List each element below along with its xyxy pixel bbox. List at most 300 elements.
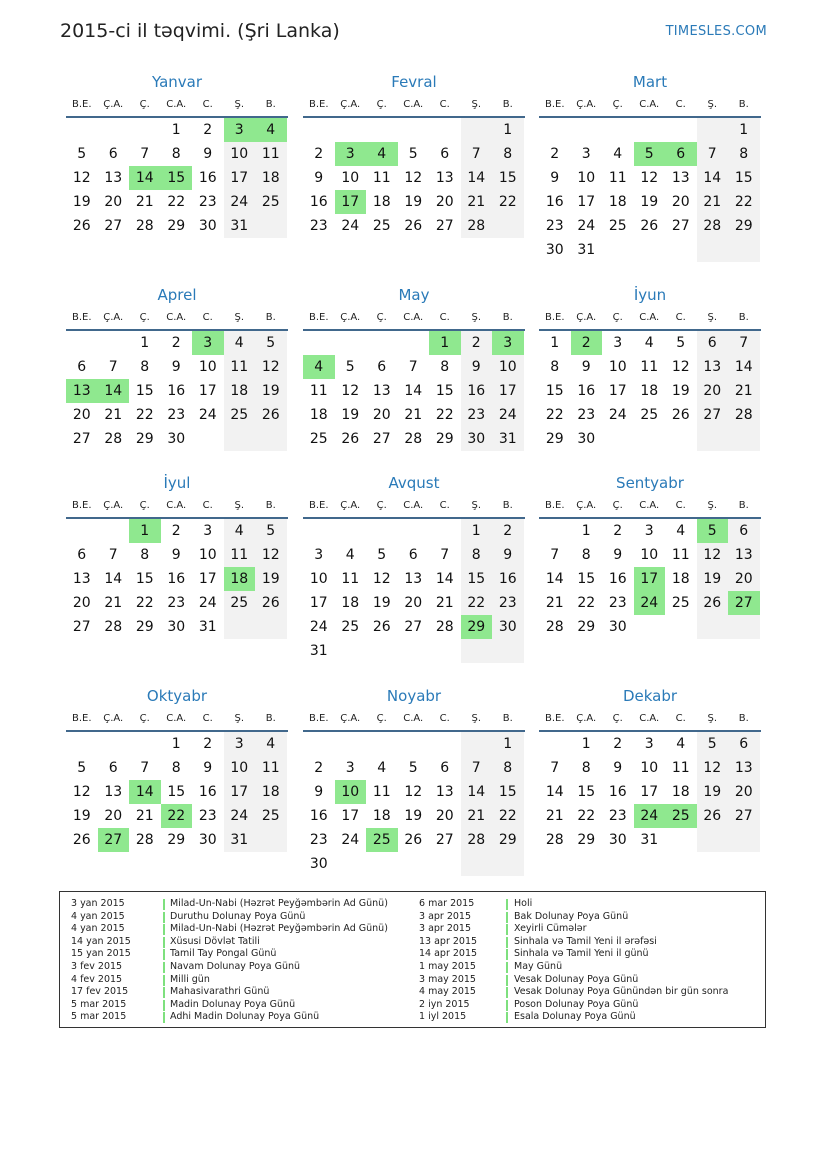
day-cell: 9 (581, 359, 591, 375)
weekday-label: B.E. (308, 712, 329, 724)
day-cell: 26 (640, 218, 659, 234)
empty-day-cell (303, 519, 335, 543)
holiday-marker (506, 949, 508, 960)
day-cell: 31 (640, 832, 659, 848)
empty-day-cell (634, 427, 666, 451)
day-cell: 12 (697, 756, 729, 780)
holiday-marker (163, 924, 165, 935)
weekday-header (303, 92, 525, 118)
day-cell: 6 (77, 547, 87, 563)
day-cell: 18 (640, 383, 659, 399)
day-cell: 4 (644, 335, 654, 351)
day-cell: 28 (435, 619, 454, 635)
holiday-day-cell: 1 (429, 331, 461, 355)
holiday-day-cell: 10 (335, 780, 367, 804)
month-calendar (303, 686, 525, 876)
day-cell: 7 (550, 760, 560, 776)
holiday-name: Milli gün (170, 973, 210, 985)
weekday-label: B.E. (71, 499, 92, 511)
day-cell: 13 (404, 571, 423, 587)
day-cell: 6 (440, 760, 450, 776)
day-cell: 5 (255, 519, 287, 543)
day-grid (303, 118, 525, 238)
holiday-marker (163, 949, 165, 960)
day-cell: 25 (224, 591, 256, 615)
day-cell: 3 (224, 732, 256, 756)
empty-day-cell (335, 118, 367, 142)
empty-day-cell (429, 118, 461, 142)
holiday-day-cell: 14 (129, 780, 161, 804)
day-cell: 5 (77, 146, 87, 162)
day-cell: 31 (198, 619, 217, 635)
day-cell: 8 (492, 142, 524, 166)
day-cell: 4 (377, 760, 387, 776)
empty-day-cell (492, 214, 524, 238)
holiday-name: Vesak Dolunay Poya Günü (514, 973, 639, 985)
weekday-header (539, 305, 761, 331)
holiday-day-cell: 3 (335, 142, 367, 166)
day-cell: 10 (198, 359, 217, 375)
day-cell: 15 (545, 383, 564, 399)
empty-day-cell (665, 238, 697, 262)
weekday-label: Ç. (612, 712, 623, 724)
month-name: İyul (163, 474, 191, 492)
day-cell: 27 (72, 619, 91, 635)
day-cell: 23 (198, 808, 217, 824)
empty-day-cell (66, 331, 98, 355)
day-cell: 16 (492, 567, 524, 591)
weekday-label: C. (439, 311, 450, 323)
day-cell: 8 (171, 146, 181, 162)
weekday-label: B.E. (544, 499, 565, 511)
month-calendar (303, 72, 525, 238)
holiday-day-cell: 13 (66, 379, 98, 403)
brand-link[interactable]: TIMESLES.COM (665, 24, 767, 39)
day-cell: 18 (608, 194, 627, 210)
day-cell: 23 (608, 808, 627, 824)
day-cell: 21 (728, 379, 760, 403)
day-cell: 18 (341, 595, 360, 611)
empty-day-cell (492, 639, 524, 663)
holiday-name: Madin Dolunay Poya Günü (170, 998, 296, 1010)
day-cell: 31 (492, 427, 524, 451)
weekday-label: Ç.A. (340, 98, 361, 110)
day-cell: 28 (545, 832, 564, 848)
day-cell: 23 (492, 591, 524, 615)
day-cell: 16 (608, 784, 627, 800)
day-cell: 29 (577, 832, 596, 848)
month-calendar (66, 285, 288, 451)
legend-row (71, 923, 401, 936)
day-cell: 12 (404, 784, 423, 800)
day-cell: 20 (104, 194, 123, 210)
day-cell: 23 (198, 194, 217, 210)
day-cell: 24 (198, 595, 217, 611)
weekday-label: B. (738, 311, 749, 323)
weekday-label: Ş. (471, 499, 482, 511)
day-cell: 16 (461, 379, 493, 403)
empty-day-cell (697, 828, 729, 852)
day-cell: 11 (255, 756, 287, 780)
day-cell: 8 (581, 547, 591, 563)
holiday-date: 3 apr 2015 (419, 923, 472, 935)
weekday-label: Ş. (707, 499, 718, 511)
day-cell: 20 (72, 407, 91, 423)
day-cell: 8 (440, 359, 450, 375)
weekday-header (303, 493, 525, 519)
day-cell: 8 (171, 760, 181, 776)
day-cell: 24 (198, 407, 217, 423)
holiday-day-cell: 25 (366, 828, 398, 852)
day-cell: 17 (224, 166, 256, 190)
day-cell: 22 (461, 591, 493, 615)
day-cell: 10 (608, 359, 627, 375)
month-name: Fevral (391, 73, 437, 91)
holiday-day-cell: 3 (192, 331, 224, 355)
day-cell: 7 (108, 359, 118, 375)
day-cell: 11 (372, 784, 391, 800)
day-cell: 16 (198, 170, 217, 186)
day-cell: 7 (140, 146, 150, 162)
holiday-name: Esala Dolunay Poya Günü (514, 1011, 636, 1023)
empty-day-cell (539, 519, 571, 543)
weekday-label: Ç.A. (576, 311, 597, 323)
month-calendar (66, 72, 288, 238)
empty-day-cell (335, 519, 367, 543)
empty-day-cell (665, 118, 697, 142)
holiday-date: 1 iyl 2015 (419, 1011, 467, 1023)
holiday-day-cell: 17 (634, 567, 666, 591)
holiday-day-cell: 14 (98, 379, 130, 403)
day-cell: 15 (135, 383, 154, 399)
holiday-date: 2 iyn 2015 (419, 998, 470, 1010)
weekday-label: C.A. (403, 712, 424, 724)
legend-row (71, 948, 401, 961)
weekday-label: B.E. (308, 98, 329, 110)
day-cell: 7 (697, 142, 729, 166)
empty-day-cell (335, 852, 367, 876)
holiday-date: 14 yan 2015 (71, 935, 131, 947)
empty-day-cell (255, 615, 287, 639)
day-cell: 19 (72, 194, 91, 210)
empty-day-cell (224, 427, 256, 451)
day-cell: 21 (545, 595, 564, 611)
empty-day-cell (255, 214, 287, 238)
weekday-label: C. (439, 712, 450, 724)
weekday-label: B. (265, 98, 276, 110)
legend-row (419, 999, 749, 1012)
holiday-marker (506, 987, 508, 998)
day-cell: 17 (577, 194, 596, 210)
day-cell: 2 (550, 146, 560, 162)
empty-day-cell (665, 828, 697, 852)
day-cell: 18 (255, 166, 287, 190)
legend-row (71, 961, 401, 974)
month-name: Avqust (388, 474, 440, 492)
weekday-label: Ş. (234, 499, 245, 511)
day-cell: 4 (676, 736, 686, 752)
empty-day-cell (398, 732, 430, 756)
day-cell: 23 (608, 595, 627, 611)
day-cell: 10 (341, 170, 360, 186)
day-cell: 12 (671, 359, 690, 375)
day-cell: 18 (671, 571, 690, 587)
weekday-label: C.A. (639, 499, 660, 511)
weekday-label: Ş. (471, 712, 482, 724)
day-cell: 12 (255, 355, 287, 379)
empty-day-cell (366, 331, 398, 355)
day-cell: 26 (341, 431, 360, 447)
legend-row (419, 936, 749, 949)
legend-row (419, 1011, 749, 1024)
empty-day-cell (398, 331, 430, 355)
weekday-label: C.A. (403, 499, 424, 511)
day-grid (66, 732, 288, 852)
day-cell: 11 (608, 170, 627, 186)
holiday-date: 13 apr 2015 (419, 935, 478, 947)
day-grid (303, 331, 525, 451)
empty-day-cell (366, 639, 398, 663)
day-cell: 19 (404, 808, 423, 824)
day-cell: 16 (167, 571, 186, 587)
day-cell: 25 (640, 407, 659, 423)
day-cell: 15 (577, 571, 596, 587)
holiday-marker (163, 912, 165, 923)
day-cell: 16 (608, 571, 627, 587)
day-cell: 26 (697, 591, 729, 615)
legend-row (419, 898, 749, 911)
day-cell: 24 (309, 619, 328, 635)
weekday-label: C. (675, 98, 686, 110)
weekday-label: Ç.A. (576, 98, 597, 110)
day-cell: 19 (404, 194, 423, 210)
day-cell: 2 (203, 122, 213, 138)
weekday-label: B. (502, 311, 513, 323)
weekday-label: C.A. (166, 311, 187, 323)
day-cell: 6 (728, 732, 760, 756)
holiday-date: 3 fev 2015 (71, 960, 123, 972)
day-cell: 22 (492, 804, 524, 828)
holiday-name: Milad-Un-Nabi (Həzrət Peyğəmbərin Ad Günü) (170, 923, 388, 935)
holiday-day-cell: 3 (224, 118, 256, 142)
day-cell: 26 (255, 403, 287, 427)
day-cell: 4 (613, 146, 623, 162)
weekday-label: B. (502, 499, 513, 511)
day-cell: 12 (341, 383, 360, 399)
holiday-marker (506, 924, 508, 935)
weekday-label: B.E. (308, 499, 329, 511)
day-cell: 17 (341, 808, 360, 824)
holiday-date: 15 yan 2015 (71, 948, 131, 960)
holiday-marker (163, 962, 165, 973)
empty-day-cell (66, 118, 98, 142)
day-cell: 14 (461, 166, 493, 190)
day-cell: 26 (697, 804, 729, 828)
weekday-label: Ç. (139, 98, 150, 110)
day-cell: 24 (341, 832, 360, 848)
day-cell: 26 (72, 832, 91, 848)
day-cell: 7 (440, 547, 450, 563)
holiday-name: Bak Dolunay Poya Günü (514, 910, 629, 922)
day-cell: 28 (461, 828, 493, 852)
weekday-header (66, 305, 288, 331)
empty-day-cell (335, 331, 367, 355)
empty-day-cell (697, 427, 729, 451)
day-cell: 21 (104, 407, 123, 423)
month-calendar (303, 285, 525, 451)
day-cell: 3 (203, 523, 213, 539)
holiday-date: 17 fev 2015 (71, 986, 129, 998)
month-name: İyun (633, 286, 667, 304)
day-cell: 7 (461, 142, 493, 166)
weekday-label: Ç. (139, 712, 150, 724)
day-cell: 9 (550, 170, 560, 186)
empty-day-cell (461, 118, 493, 142)
day-cell: 18 (671, 784, 690, 800)
empty-day-cell (429, 732, 461, 756)
day-cell: 5 (408, 146, 418, 162)
day-cell: 30 (545, 242, 564, 258)
day-cell: 21 (435, 595, 454, 611)
day-cell: 9 (314, 784, 324, 800)
day-cell: 7 (728, 331, 760, 355)
day-cell: 14 (545, 571, 564, 587)
day-cell: 4 (224, 519, 256, 543)
day-cell: 19 (372, 595, 391, 611)
day-cell: 26 (372, 619, 391, 635)
weekday-label: B. (502, 98, 513, 110)
empty-day-cell (98, 331, 130, 355)
day-cell: 27 (372, 431, 391, 447)
day-cell: 17 (640, 784, 659, 800)
empty-day-cell (728, 615, 760, 639)
day-cell: 7 (408, 359, 418, 375)
holiday-day-cell: 17 (335, 190, 367, 214)
day-cell: 2 (314, 760, 324, 776)
month-calendar (66, 473, 288, 639)
weekday-label: Ç. (139, 311, 150, 323)
day-cell: 17 (224, 780, 256, 804)
weekday-label: Ç. (612, 311, 623, 323)
day-cell: 22 (167, 194, 186, 210)
day-cell: 18 (372, 194, 391, 210)
day-cell: 8 (550, 359, 560, 375)
day-cell: 15 (135, 571, 154, 587)
weekday-label: C.A. (639, 98, 660, 110)
day-cell: 3 (581, 146, 591, 162)
holiday-day-cell: 1 (129, 519, 161, 543)
day-cell: 27 (671, 218, 690, 234)
empty-day-cell (697, 238, 729, 262)
day-cell: 19 (255, 567, 287, 591)
empty-day-cell (303, 331, 335, 355)
day-cell: 30 (577, 431, 596, 447)
weekday-label: B.E. (71, 311, 92, 323)
holiday-day-cell: 27 (728, 591, 760, 615)
holiday-name: Sinhala və Tamil Yeni il günü (514, 948, 649, 960)
day-cell: 11 (224, 543, 256, 567)
day-cell: 13 (728, 756, 760, 780)
day-cell: 3 (644, 736, 654, 752)
month-calendar (539, 285, 761, 451)
holiday-name: Vesak Dolunay Poya Günündən bir gün sonra (514, 986, 729, 998)
day-cell: 21 (697, 190, 729, 214)
holiday-marker (506, 912, 508, 923)
weekday-label: Ç. (612, 98, 623, 110)
day-cell: 19 (697, 780, 729, 804)
holiday-day-cell: 15 (161, 166, 193, 190)
day-cell: 12 (372, 571, 391, 587)
weekday-label: Ç.A. (103, 98, 124, 110)
weekday-label: B. (738, 712, 749, 724)
holiday-marker (506, 975, 508, 986)
weekday-label: C. (675, 712, 686, 724)
weekday-label: B. (502, 712, 513, 724)
day-cell: 28 (545, 619, 564, 635)
day-cell: 21 (104, 595, 123, 611)
day-grid (66, 519, 288, 639)
empty-day-cell (192, 427, 224, 451)
day-cell: 11 (372, 170, 391, 186)
empty-day-cell (602, 238, 634, 262)
page-title: 2015-ci il təqvimi. (Şri Lanka) (60, 20, 340, 42)
day-cell: 20 (697, 379, 729, 403)
day-cell: 28 (135, 218, 154, 234)
holiday-marker (163, 1000, 165, 1011)
day-cell: 11 (255, 142, 287, 166)
day-cell: 9 (203, 146, 213, 162)
day-cell: 9 (613, 760, 623, 776)
day-cell: 12 (640, 170, 659, 186)
day-cell: 18 (372, 808, 391, 824)
empty-day-cell (98, 118, 130, 142)
day-cell: 30 (461, 427, 493, 451)
empty-day-cell (429, 852, 461, 876)
weekday-label: C.A. (166, 98, 187, 110)
day-cell: 25 (309, 431, 328, 447)
day-cell: 31 (224, 828, 256, 852)
day-cell: 2 (613, 523, 623, 539)
holiday-day-cell: 4 (255, 118, 287, 142)
holiday-date: 4 may 2015 (419, 986, 476, 998)
day-cell: 15 (728, 166, 760, 190)
legend-row (419, 974, 749, 987)
day-cell: 28 (135, 832, 154, 848)
day-cell: 19 (255, 379, 287, 403)
day-cell: 29 (728, 214, 760, 238)
day-cell: 5 (697, 732, 729, 756)
weekday-label: Ç.A. (103, 499, 124, 511)
day-cell: 15 (492, 166, 524, 190)
weekday-header (303, 305, 525, 331)
legend-column (419, 898, 749, 1024)
empty-day-cell (255, 828, 287, 852)
day-cell: 12 (72, 170, 91, 186)
empty-day-cell (303, 118, 335, 142)
weekday-header (539, 493, 761, 519)
day-cell: 29 (545, 431, 564, 447)
holiday-name: May Günü (514, 960, 563, 972)
empty-day-cell (492, 852, 524, 876)
day-cell: 21 (404, 407, 423, 423)
month-name: Sentyabr (616, 474, 684, 492)
empty-day-cell (728, 828, 760, 852)
weekday-header (66, 493, 288, 519)
empty-day-cell (398, 519, 430, 543)
day-cell: 28 (104, 431, 123, 447)
empty-day-cell (366, 519, 398, 543)
day-cell: 9 (492, 543, 524, 567)
